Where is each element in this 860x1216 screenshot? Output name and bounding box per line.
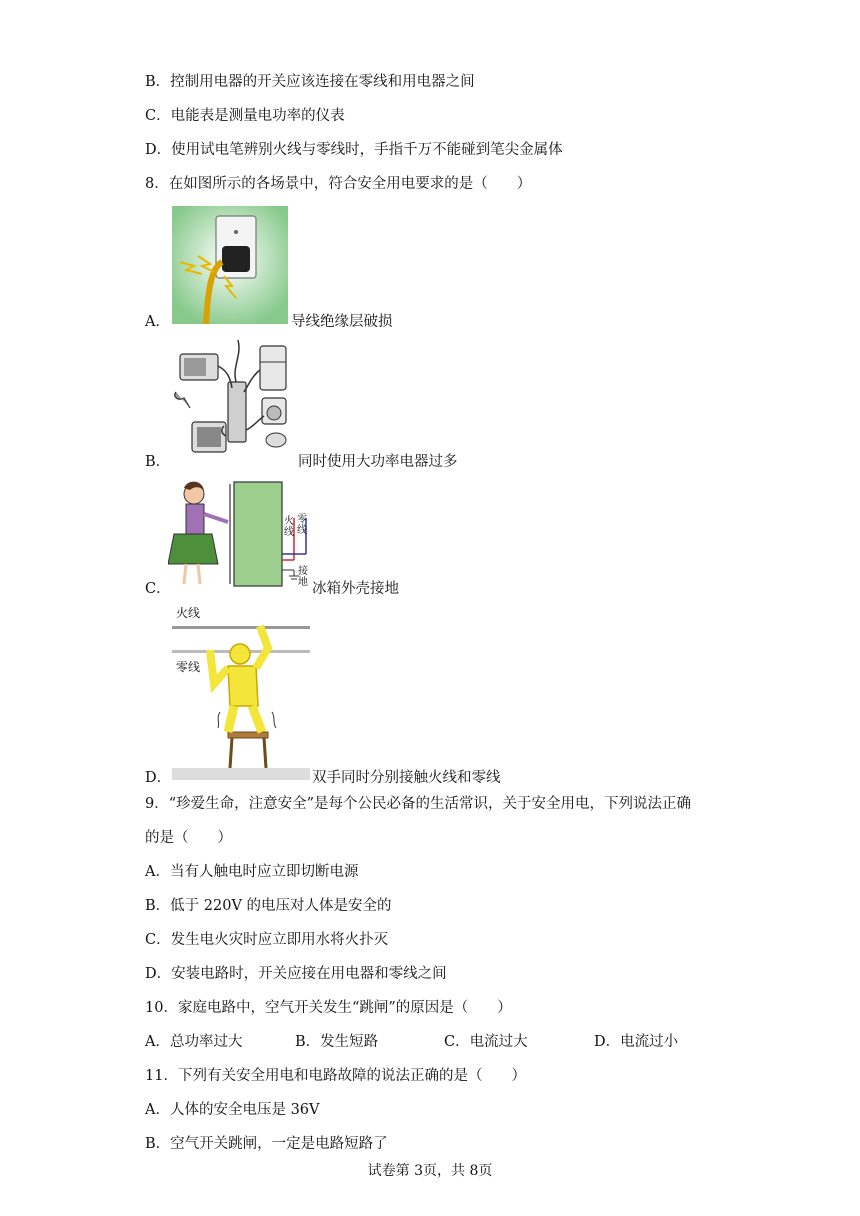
q8-figure-c	[168, 478, 312, 590]
q11-option-b: B．空气开关跳闸，一定是电路短路了	[145, 1136, 388, 1152]
q8-option-a-label: A．	[145, 314, 170, 330]
q8-option-b-label: B．	[145, 454, 171, 470]
q9-stem-line2: 的是（ ）	[145, 830, 232, 846]
q9-stem-line1: 9．“珍爱生命，注意安全”是每个公民必备的生活常识，关于安全用电，下列说法正确	[145, 796, 692, 812]
c-fig-ground-label: 接地	[298, 566, 308, 588]
q9-option-a: A．当有人触电时应立即切断电源	[145, 864, 359, 880]
q8-option-d-caption: 双手同时分别接触火线和零线	[312, 770, 501, 786]
q9-option-d: D．安装电路时，开关应接在用电器和零线之间	[145, 966, 447, 982]
damaged-plug-illustration	[172, 206, 288, 324]
q11-option-a: A．人体的安全电压是 36V	[145, 1102, 320, 1118]
c-fig-live-label: 火线	[284, 516, 294, 538]
q10-option-b: B．发生短路	[295, 1034, 379, 1050]
q8-stem: 8．在如图所示的各场景中，符合安全用电要求的是（ ）	[145, 176, 532, 192]
q8-figure-d	[172, 604, 310, 780]
q10-option-c: C．电流过大	[444, 1034, 528, 1050]
q8-figure-b	[172, 336, 300, 462]
c-fig-neutral-label: 零线	[297, 514, 307, 536]
q7-option-c: C．电能表是测量电功率的仪表	[145, 108, 345, 124]
q9-option-c: C．发生电火灾时应立即用水将火扑灭	[145, 932, 389, 948]
q8-option-b-caption: 同时使用大功率电器过多	[298, 454, 458, 470]
q8-option-d-label: D．	[145, 770, 172, 786]
q8-option-c-caption: 冰箱外壳接地	[312, 581, 399, 597]
q8-figure-a	[172, 206, 288, 324]
q10-option-a: A．总功率过大	[145, 1034, 243, 1050]
d-fig-neutral-label: 零线	[176, 660, 201, 674]
q8-option-c-label: C．	[145, 581, 171, 597]
overloaded-outlet-illustration	[172, 336, 300, 462]
q8-option-a-caption: 导线绝缘层破损	[291, 314, 393, 330]
q7-option-b: B．控制用电器的开关应该连接在零线和用电器之间	[145, 74, 475, 90]
d-fig-live-label: 火线	[176, 606, 201, 620]
q9-option-b: B．低于 220V 的电压对人体是安全的	[145, 898, 392, 914]
q7-option-d: D．使用试电笔辨别火线与零线时，手指千万不能碰到笔尖金属体	[145, 142, 563, 158]
person-touching-wires-illustration	[172, 604, 310, 780]
q10-stem: 10．家庭电路中，空气开关发生“跳闸”的原因是（ ）	[145, 1000, 512, 1016]
q10-option-d: D．电流过小	[594, 1034, 679, 1050]
page-footer: 试卷第 3页，共 8页	[367, 1163, 493, 1179]
q11-stem: 11．下列有关安全用电和电路故障的说法正确的是（ ）	[145, 1068, 526, 1084]
